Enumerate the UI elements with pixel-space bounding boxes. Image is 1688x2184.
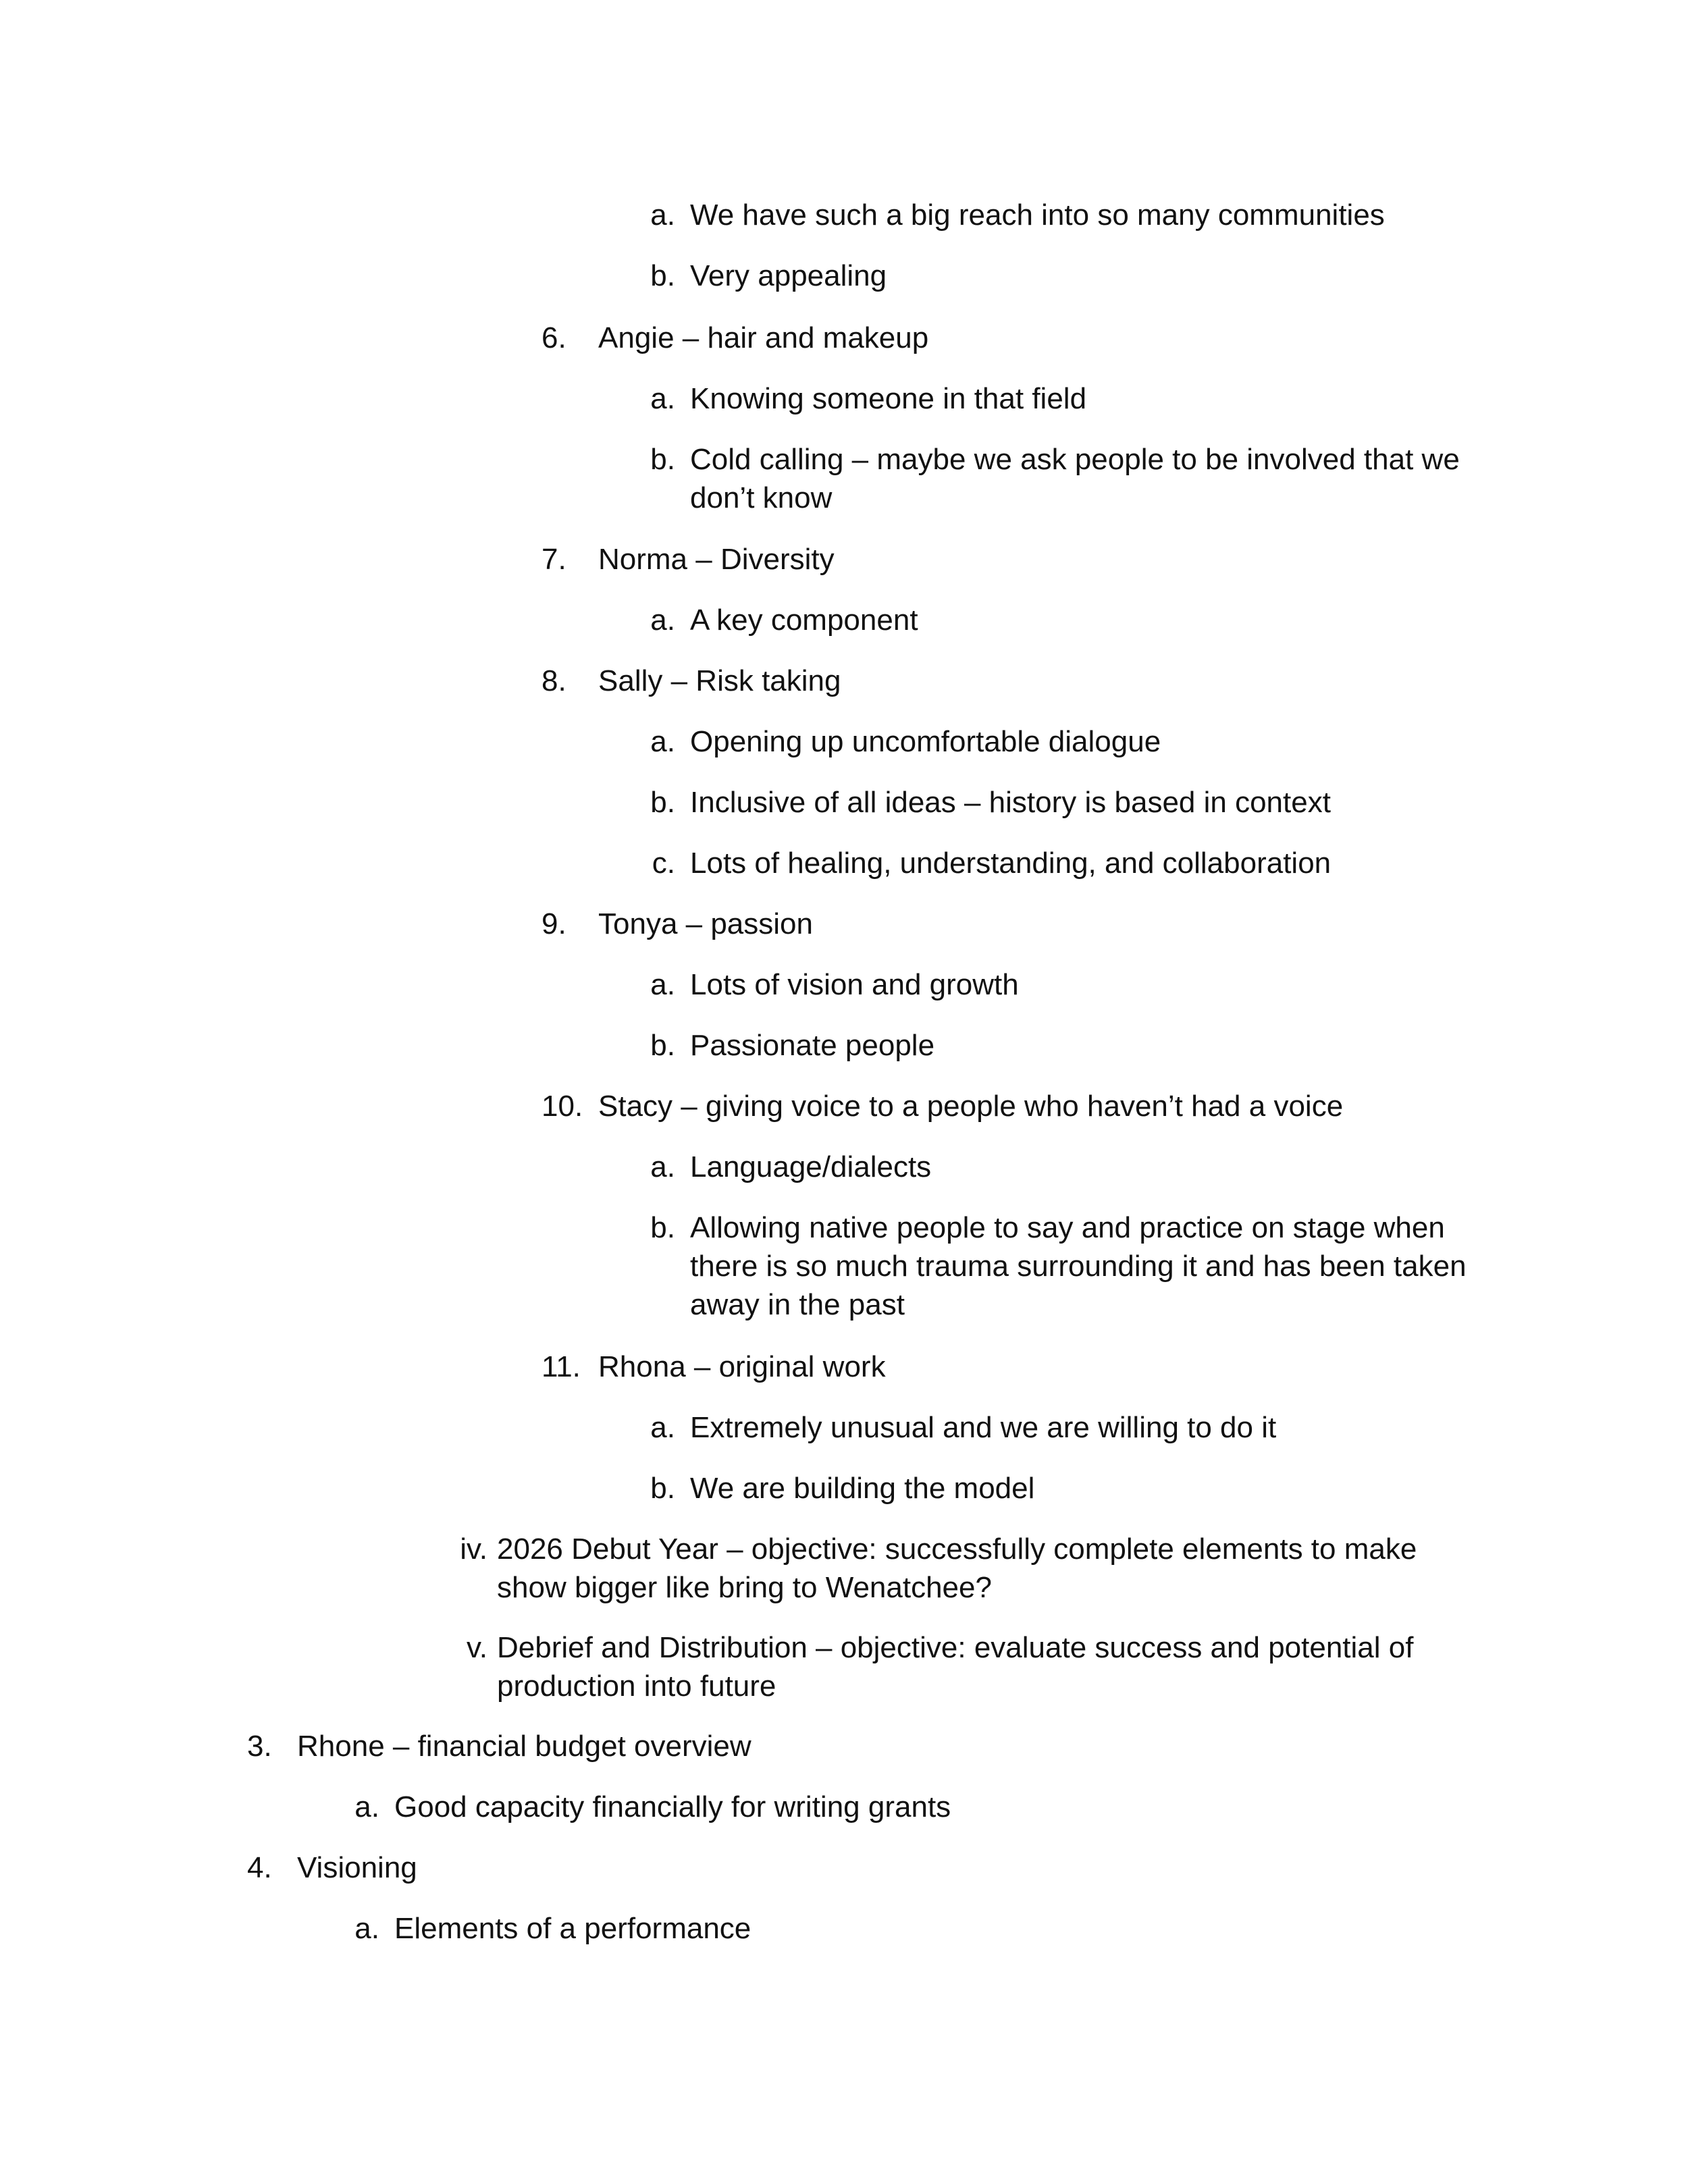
list-item-text: Visioning <box>297 1851 417 1884</box>
list-item-text: Knowing someone in that field <box>690 382 1087 415</box>
list-item-text-line: away in the past <box>690 1288 905 1321</box>
list-marker: a. <box>354 1912 379 1945</box>
list-item-text: Lots of healing, understanding, and collaboration <box>690 847 1331 880</box>
list-marker: a. <box>650 604 675 637</box>
list-item-text: We have such a big reach into so many communities <box>690 198 1385 232</box>
list-item-text: Very appealing <box>690 259 887 292</box>
list-marker: a. <box>650 968 675 1001</box>
list-marker: b. <box>650 786 675 819</box>
list-item-text: Tonya – passion <box>598 907 813 940</box>
list-item-text: A key component <box>690 604 918 637</box>
list-item-text: Angie – hair and makeup <box>598 321 929 354</box>
list-item-text: We are building the model <box>690 1472 1035 1505</box>
list-item-text-line: show bigger like bring to Wenatchee? <box>497 1571 992 1604</box>
list-item-text-line: Cold calling – maybe we ask people to be involved that we <box>690 443 1460 476</box>
list-item-text-line: there is so much trauma surrounding it and has been taken <box>690 1250 1467 1283</box>
list-item-text: Opening up uncomfortable dialogue <box>690 725 1161 758</box>
list-item-text: Norma – Diversity <box>598 543 835 576</box>
list-marker: 10. <box>542 1090 583 1123</box>
list-marker: a. <box>650 1150 675 1183</box>
list-marker: 4. <box>247 1851 272 1884</box>
list-marker: 7. <box>542 543 566 576</box>
list-marker: a. <box>650 725 675 758</box>
list-item-text-line: 2026 Debut Year – objective: successfully complete elements to make <box>497 1533 1417 1566</box>
list-item-text-line: don’t know <box>690 481 833 514</box>
list-marker: a. <box>650 1411 675 1444</box>
list-item-text: Rhona – original work <box>598 1350 886 1383</box>
list-marker: 9. <box>542 907 566 940</box>
list-marker: 6. <box>542 321 566 354</box>
list-item-text: Lots of vision and growth <box>690 968 1019 1001</box>
list-item-text: Elements of a performance <box>394 1912 751 1945</box>
list-marker: b. <box>650 443 675 476</box>
list-marker: b. <box>650 1211 675 1244</box>
list-item-text-line: Allowing native people to say and practice on stage when <box>690 1211 1445 1244</box>
list-item-text-line: Debrief and Distribution – objective: evaluate success and potential of <box>497 1631 1414 1664</box>
list-item-text: Inclusive of all ideas – history is based in context <box>690 786 1331 819</box>
list-marker: v. <box>467 1631 487 1664</box>
list-marker: 11. <box>542 1350 581 1383</box>
list-marker: a. <box>650 382 675 415</box>
list-marker: a. <box>650 198 675 232</box>
list-item-text: Stacy – giving voice to a people who haven’t had a voice <box>598 1090 1344 1123</box>
list-marker: a. <box>354 1790 379 1823</box>
list-marker: b. <box>650 1472 675 1505</box>
list-item-text: Good capacity financially for writing grants <box>394 1790 951 1823</box>
list-item-text: Passionate people <box>690 1029 935 1062</box>
list-item-text-line: production into future <box>497 1670 776 1703</box>
list-marker: b. <box>650 259 675 292</box>
list-item-text: Extremely unusual and we are willing to do it <box>690 1411 1277 1444</box>
list-marker: 8. <box>542 664 566 697</box>
list-marker: 3. <box>247 1730 272 1763</box>
list-marker: c. <box>652 847 675 880</box>
list-item-text: Language/dialects <box>690 1150 932 1183</box>
list-marker: b. <box>650 1029 675 1062</box>
list-item-text: Sally – Risk taking <box>598 664 841 697</box>
list-item-text: Rhone – financial budget overview <box>297 1730 751 1763</box>
list-marker: iv. <box>460 1533 487 1566</box>
